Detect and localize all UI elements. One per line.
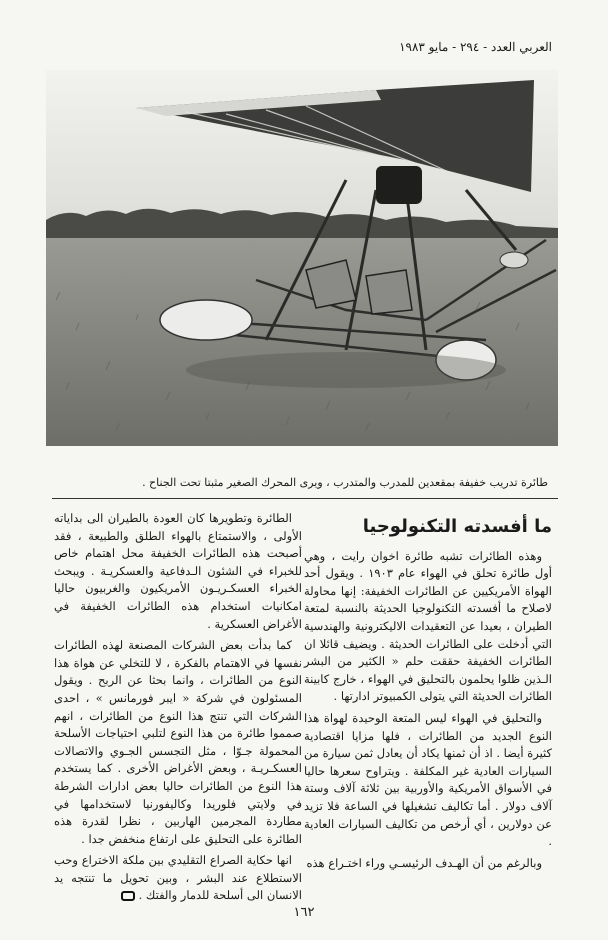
paragraph: كما بدأت بعض الشركات المصنعة لهذه الطائرات نفسها في الاهتمام بالفكرة ، لا للتخلي عن هواة هذا النوع من الطائرات ، وانما بحثا عن الربح . ويقول المسئولون في شركة « ايبر فورمانس » ، احدى الشركات التي تنتج هذا النوع من الطائرات ، انهم صمموا طائرة من هذا النوع لتلبي احتياجات الأسلحة المحمولة جـوّا ، مثل التجسس الجـوي والاتصالات العسكـريـة ، وبعض الأغراض الأخرى . كما يستخدم هذا النوع من الطائرات حاليا بعض ادارات الشرطة في ولايتي فلوريدا وكاليفورنيا لاستخدامها في مطاردة المجرمين الهاربين ، نظرا لقدرة هذه الطائرة على التحليق على ارتفاع منخفض جدا . [54,638,302,846]
paragraph: والتحليق في الهواء ليس المتعة الوحيدة لهواة هذا النوع الجديد من الطائرات ، فلها مزايا اقتصادية كثيرة أيضا . اذ أن ثمنها يكاد أن يعادل ثمن سيارة من السيارات العادية غير المكلفة . ويتراوح سعرها حاليا في الأسواق الأمريكية والأوربية بين ثلاثة آلاف وستة آلاف دولار . أما تكاليف تشغيلها في الساعة فلا تزيد عن دولارين ، أي أرخص من تكاليف السيارات العادية . [304,710,552,849]
page-number: ١٦٢ [293,905,315,920]
magazine-header: العربي العدد - ٢٩٤ - مايو ١٩٨٣ [399,40,552,54]
ultralight-aircraft-photo [46,70,558,446]
paragraph: الطائرة وتطويرها كان العودة بالطيران الى بداياته الأولى ، والاستمتاع بالهواء الطلق والطبيعة ، فقد أصبحت هذه الطائرات الخفيفة محل اهتمام خاص للخبراء في الشئون الـدفاعية والعسكريـة . ويبحث الخبراء العسكـريـون الأمريكيون والغربيون حاليا امكانيات استخدام هذه الطائرات الخفيفة في الأغراض العسكرية . [54,511,302,631]
figure-caption: طائرة تدريب خفيفة بمقعدين للمدرب والمتدرب ، ويرى المحرك الصغير مثبتا تحت الجناح . [142,476,548,489]
paragraph [54,852,302,905]
paragraph-text: انها حكاية الصراع التقليدي بين ملكة الاختراع وحب الاستطلاع عند البشر ، وبين تحويل ما تنتجه يد الانسان الى أسلحة للدمار والفتك . [54,853,302,903]
article-column-left [54,510,302,909]
section-divider [52,498,558,499]
paragraph: وبالرغم من أن الهـدف الرئيسـي وراء اختـراع هذه [306,855,542,870]
end-of-article-icon [121,891,135,901]
paragraph: وهذه الطائرات تشبه طائرة اخوان رايت ، وهي أول طائرة تحلق في الهواء عام ١٩٠٣ . ويقول أحد الهواة الأمريكيين عن الطائرات الخفيفة: إنها محاولة لاصلاح ما أفسدته التكنولوجيا الحديثة بالنسبة لمتعة الطيران ، بعيدا عن التعقيدات الاليكترونية والهندسية التي أدخلت على الطائرات الحديثة . ويضيف قائلا ان الطائرات الخفيفة حققت حلم « الكثير من البشر الـذين ظلوا يحلمون بالتحليق في الهواء ، خارج كابينة الطائرات الحديثة التي يتولى الكمبيوتر ادارتها . [304,548,552,704]
article-column-right [304,510,552,876]
article-title: ما أفسدته التكنولوجيا [362,516,552,537]
